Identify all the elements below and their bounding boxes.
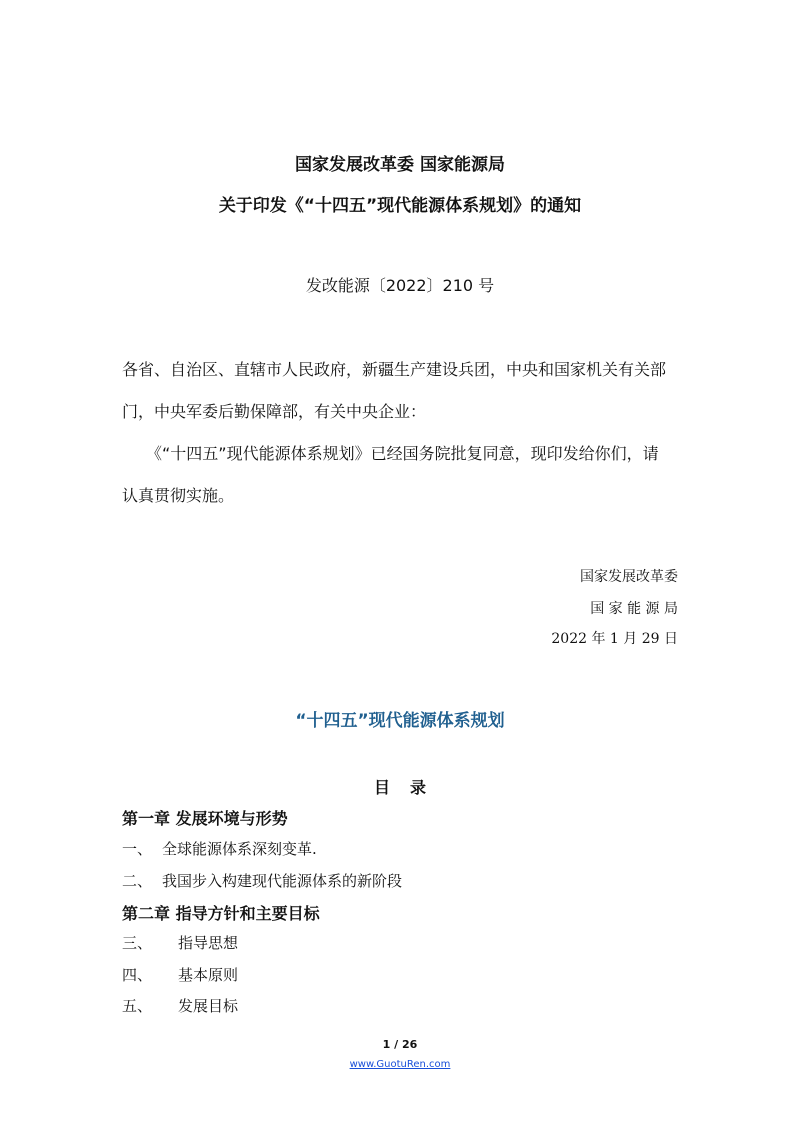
toc-item-number: 四、 xyxy=(122,966,153,984)
addressees-line-2: 门，中央军委后勤保障部，有关中央企业： xyxy=(122,402,427,421)
toc-item-text: 我国步入构建现代能源体系的新阶段 xyxy=(162,872,403,890)
signature-org-2: 国 家 能 源 局 xyxy=(590,601,678,617)
plan-title: “十四五”现代能源体系规划 xyxy=(295,711,505,731)
toc-title: 目录 xyxy=(373,778,446,797)
notice-paragraph-line-1: 《“十四五”现代能源体系规划》已经国务院批复同意，现印发给你们，请 xyxy=(146,444,659,463)
toc-chapter-2[interactable]: 第二章 指导方针和主要目标 xyxy=(122,904,320,923)
toc-item[interactable] xyxy=(122,995,238,1016)
toc-item-text: 基本原则 xyxy=(178,966,239,984)
toc-item[interactable] xyxy=(122,932,238,953)
toc-item-text: 发展目标 xyxy=(178,997,239,1015)
footer-website-link[interactable]: www.GuotuRen.com xyxy=(349,1059,451,1070)
toc-item-number: 一、 xyxy=(122,840,153,858)
signature-date: 2022 年 1 月 29 日 xyxy=(551,631,678,647)
notice-title: 关于印发《“十四五”现代能源体系规划》的通知 xyxy=(218,196,582,216)
toc-item[interactable] xyxy=(122,838,317,859)
toc-item[interactable] xyxy=(122,870,402,891)
toc-item-text: 全球能源体系深刻变革. xyxy=(162,840,317,858)
toc-item[interactable] xyxy=(122,964,238,985)
document-number: 发改能源〔2022〕210 号 xyxy=(305,276,495,295)
addressees-line-1: 各省、自治区、直辖市人民政府，新疆生产建设兵团，中央和国家机关有关部 xyxy=(122,360,667,379)
notice-paragraph-line-2: 认真贯彻实施。 xyxy=(122,486,235,505)
page-number: 1 / 26 xyxy=(382,1038,418,1051)
toc-item-number: 二、 xyxy=(122,872,153,890)
toc-item-text: 指导思想 xyxy=(178,934,239,952)
signature-org-1: 国家发展改革委 xyxy=(580,569,678,585)
toc-item-number: 三、 xyxy=(122,934,153,952)
toc-chapter-1[interactable]: 第一章 发展环境与形势 xyxy=(122,809,288,828)
issuer-title: 国家发展改革委 国家能源局 xyxy=(295,155,505,175)
toc-item-number: 五、 xyxy=(122,997,153,1015)
footer-link-wrap xyxy=(0,1052,800,1071)
